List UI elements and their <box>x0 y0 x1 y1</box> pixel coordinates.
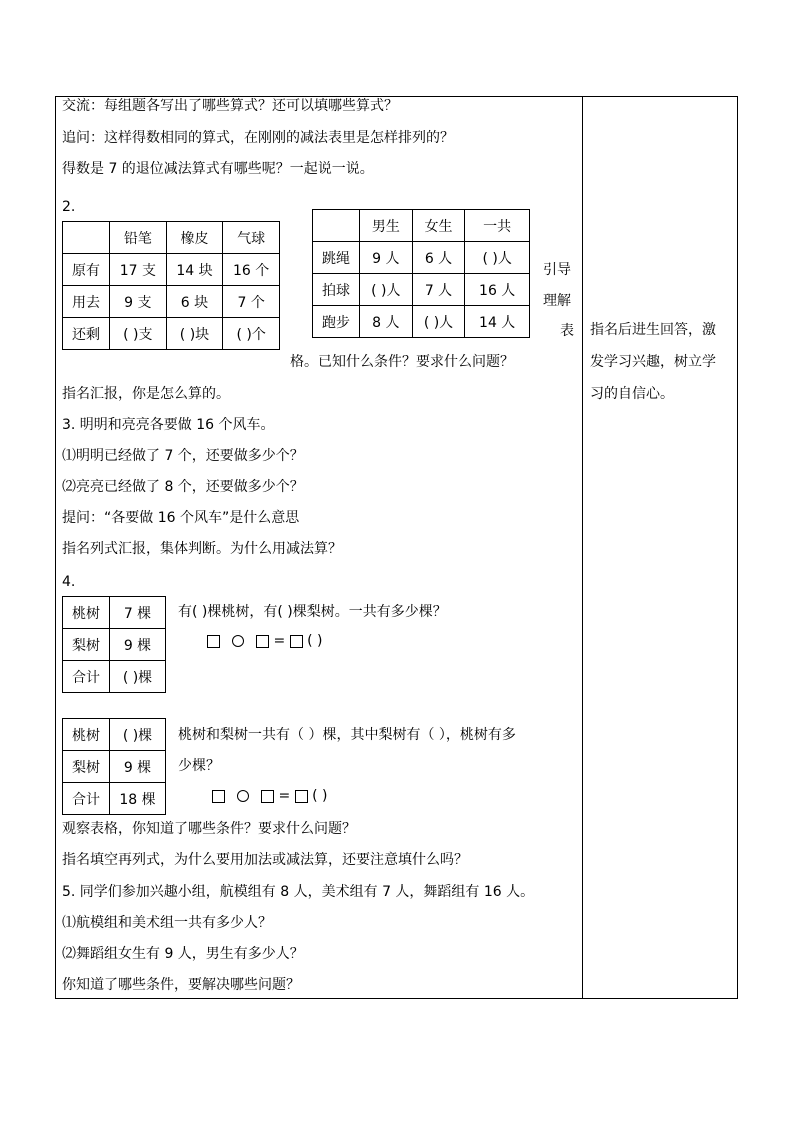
table-cell: 8 人 <box>360 306 413 338</box>
equation-template <box>212 788 327 804</box>
table-cell: 跑步 <box>313 306 360 338</box>
problem-number: 2. <box>62 199 76 215</box>
equation-template <box>207 633 322 649</box>
unit-blank: ( ) <box>307 633 323 649</box>
table-cell: 还剩 <box>63 318 110 350</box>
text-line: ⑵舞蹈组女生有 9 人，男生有多少人？ <box>62 946 304 962</box>
text-line: 追问：这样得数相同的算式，在刚刚的减法表里是怎样排列的？ <box>62 130 454 146</box>
table-cell: 桃树 <box>63 719 110 751</box>
table-cell: 9 人 <box>360 242 413 274</box>
table-cell: 18 棵 <box>110 783 166 815</box>
tree-table-1 <box>62 596 166 693</box>
table-cell: 7 个 <box>223 286 280 318</box>
table-cell: 合计 <box>63 661 110 693</box>
table-cell: 17 支 <box>110 254 167 286</box>
table-cell: 6 人 <box>412 242 465 274</box>
table-cell: ( )棵 <box>110 719 166 751</box>
text-line: 5. 同学们参加兴趣小组，航模组有 8 人，美术组有 7 人，舞蹈组有 16 人。 <box>62 884 535 900</box>
table-cell: 9 棵 <box>110 629 166 661</box>
activity-table <box>312 209 530 338</box>
text-line: 指名列式汇报，集体判断。为什么用减法算？ <box>62 541 342 557</box>
blank-box-icon <box>261 790 274 803</box>
table-cell: ( )块 <box>166 318 223 350</box>
note-line: 指名后进生回答，激 <box>590 322 716 338</box>
table-cell: ( )支 <box>110 318 167 350</box>
table-cell: 原有 <box>63 254 110 286</box>
equals-sign: = <box>273 633 286 649</box>
column-divider <box>582 96 583 999</box>
note-line: 发学习兴趣，树立学 <box>590 354 716 370</box>
table-cell: 6 块 <box>166 286 223 318</box>
table-cell: 9 支 <box>110 286 167 318</box>
text-line: ⑵亮亮已经做了 8 个，还要做多少个？ <box>62 479 304 495</box>
table-cell: 14 块 <box>166 254 223 286</box>
text-line: 得数是 7 的退位减法算式有哪些呢？一起说一说。 <box>62 161 374 177</box>
table-cell: 14 人 <box>465 306 530 338</box>
text-line: 观察表格，你知道了哪些条件？要求什么问题？ <box>62 821 356 837</box>
text-line: ⑴明明已经做了 7 个，还要做多少个？ <box>62 448 304 464</box>
teaching-note <box>590 314 732 410</box>
blank-box-icon <box>212 790 225 803</box>
text-line: ⑴航模组和美术组一共有多少人？ <box>62 915 272 931</box>
table-cell: 女生 <box>412 210 465 242</box>
table-cell: 16 个 <box>223 254 280 286</box>
table-cell: 铅笔 <box>110 222 167 254</box>
note-line: 习的自信心。 <box>590 386 674 402</box>
table-cell: 跳绳 <box>313 242 360 274</box>
table-cell: 梨树 <box>63 629 110 661</box>
tree-table-2 <box>62 718 166 815</box>
text-line: 你知道了哪些条件，要解决哪些问题？ <box>62 977 300 993</box>
table-cell: 一共 <box>465 210 530 242</box>
table-cell: 梨树 <box>63 751 110 783</box>
table-cell: ( )人 <box>465 242 530 274</box>
table-cell: ( )个 <box>223 318 280 350</box>
question-text: 有( )棵桃树，有( )棵梨树。一共有多少棵？ <box>178 604 447 620</box>
table-cell: ( )棵 <box>110 661 166 693</box>
text-line: 交流：每组题各写出了哪些算式？还可以填哪些算式？ <box>62 98 398 114</box>
blank-box-icon <box>290 635 303 648</box>
blank-box-icon <box>207 635 220 648</box>
question-text: 少棵？ <box>178 758 220 774</box>
blank-box-icon <box>295 790 308 803</box>
table-cell: 橡皮 <box>166 222 223 254</box>
operator-circle-icon <box>237 790 249 802</box>
question-text: 桃树和梨树一共有（ ）棵，其中梨树有（ ），桃树有多 <box>178 727 516 743</box>
problem-number: 4. <box>62 574 76 590</box>
guide-text: 理解 <box>543 293 571 309</box>
text-line: 3. 明明和亮亮各要做 16 个风车。 <box>62 417 275 433</box>
supplies-table <box>62 221 280 350</box>
table-cell <box>63 222 110 254</box>
guide-text: 引导 <box>543 262 571 278</box>
table-cell: 用去 <box>63 286 110 318</box>
table-cell: 拍球 <box>313 274 360 306</box>
table-cell: 气球 <box>223 222 280 254</box>
unit-blank: ( ) <box>312 788 328 804</box>
equals-sign: = <box>278 788 291 804</box>
operator-circle-icon <box>232 635 244 647</box>
table-cell: ( )人 <box>360 274 413 306</box>
table-cell: ( )人 <box>412 306 465 338</box>
table-cell: 男生 <box>360 210 413 242</box>
table-cell <box>313 210 360 242</box>
text-line: 指名填空再列式，为什么要用加法或减法算，还要注意填什么吗？ <box>62 852 468 868</box>
guide-text: 表 <box>560 323 574 339</box>
text-line: 提问：“各要做 16 个风车”是什么意思 <box>62 510 300 526</box>
guide-text: 格。已知什么条件？要求什么问题？ <box>290 354 514 370</box>
blank-box-icon <box>256 635 269 648</box>
table-cell: 7 棵 <box>110 597 166 629</box>
table-cell: 7 人 <box>412 274 465 306</box>
table-cell: 桃树 <box>63 597 110 629</box>
table-cell: 16 人 <box>465 274 530 306</box>
text-line: 指名汇报，你是怎么算的。 <box>62 386 230 402</box>
table-cell: 9 棵 <box>110 751 166 783</box>
table-cell: 合计 <box>63 783 110 815</box>
